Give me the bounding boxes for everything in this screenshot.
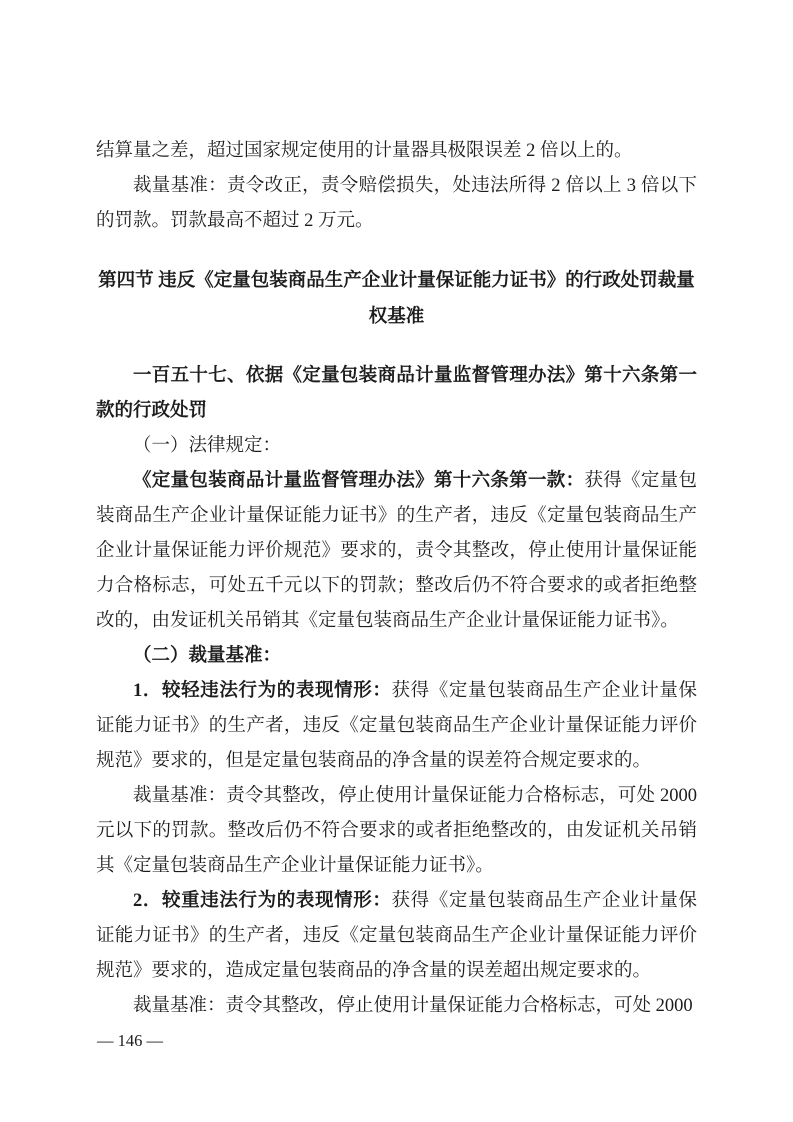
minor-violation-paragraph	[96, 674, 697, 779]
document-content	[96, 134, 697, 1024]
discretion-basis-label: （二）裁量基准：	[133, 646, 282, 666]
minor-violation-lead: 1．较轻违法行为的表现情形：	[133, 681, 392, 701]
previous-item-penalty-paragraph: 裁量基准：责令改正，责令赔偿损失，处违法所得 2 倍以上 3 倍以下的罚款。罚款最高不超过 2 万元。	[96, 176, 697, 231]
minor-violation-text: 获得《定量包装商品生产企业计量保证能力证书》的生产者，违反《定量包装商品生产企业计量保证能力评价规范》要求的，但是定量包装商品的净含量的误差符合规定要求的。	[96, 681, 697, 771]
major-violation-paragraph	[96, 884, 697, 989]
major-violation-text: 获得《定量包装商品生产企业计量保证能力证书》的生产者，违反《定量包装商品生产企业计量保证能力评价规范》要求的，造成定量包装商品的净含量的误差超出规定要求的。	[96, 891, 697, 981]
section-heading: 第四节 违反《定量包装商品生产企业计量保证能力证书》的行政处罚裁量权基准	[98, 271, 695, 327]
item-157-title: 一百五十七、依据《定量包装商品计量监督管理办法》第十六条第一款的行政处罚	[96, 366, 697, 421]
carryover-paragraph: 结算量之差，超过国家规定使用的计量器具极限误差 2 倍以上的。	[96, 141, 633, 161]
legal-provision-paragraph	[96, 464, 697, 639]
legal-provision-lead: 《定量包装商品计量监督管理办法》第十六条第一款：	[133, 471, 585, 491]
legal-provision-text: 获得《定量包装商品生产企业计量保证能力证书》的生产者，违反《定量包装商品生产企业计量保证能力评价规范》要求的，责令其整改，停止使用计量保证能力合格标志，可处五千元以下的罚款；整改后仍不符合要求的或者拒绝整改的，由发证机关吊销其《定量包装商品生产企业计量保证能力证书》。	[96, 471, 697, 631]
legal-provision-label: （一）法律规定：	[133, 436, 282, 456]
page-footer	[97, 1030, 163, 1052]
page-number: — 146 —	[97, 1031, 163, 1050]
major-violation-lead: 2．较重违法行为的表现情形：	[133, 891, 392, 911]
minor-violation-penalty-paragraph: 裁量基准：责令其整改，停止使用计量保证能力合格标志，可处 2000 元以下的罚款。整改后仍不符合要求的或者拒绝整改的，由发证机关吊销其《定量包装商品生产企业计量保证能力证书》。	[96, 786, 697, 876]
major-violation-penalty-paragraph-partial: 裁量基准：责令其整改，停止使用计量保证能力合格标志，可处 2000	[133, 996, 693, 1016]
